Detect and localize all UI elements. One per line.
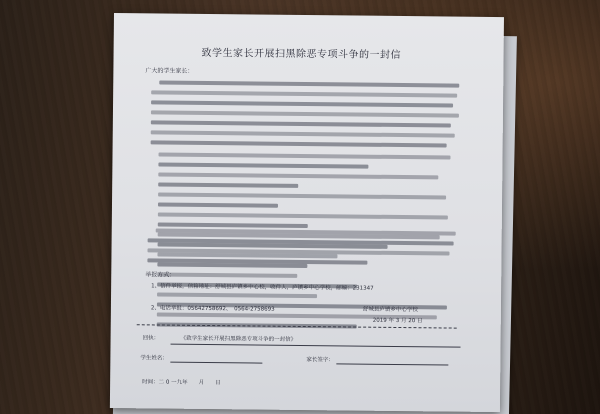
intro-paragraph xyxy=(151,77,461,80)
letter-title: 致学生家长开展扫黑除恶专项斗争的一封信 xyxy=(201,47,402,62)
parent-sign-line xyxy=(336,363,448,365)
receipt-label: 回执： xyxy=(142,335,160,342)
receipt-text: 《致学生家长开展扫黑除恶专项斗争的一封信》 xyxy=(180,335,297,343)
list-items xyxy=(159,149,459,152)
report-item-1: 1、信件举报，信箱地址：舒城县庐镇乡中心校，收件人，庐镇乡中心学校，邮编：231347 xyxy=(151,283,374,292)
signature-org: 舒城县庐镇乡中心学校 xyxy=(362,306,418,314)
signature-date: 2019 年 3 月 20 日 xyxy=(372,317,423,325)
student-name-line xyxy=(170,362,262,364)
parent-sign-label: 家长签字： xyxy=(306,357,334,364)
report-heading: 举报方式： xyxy=(145,271,176,279)
receipt-underline xyxy=(171,344,461,348)
closing-paragraph-2 xyxy=(148,228,460,231)
letter-sheet xyxy=(110,13,504,412)
student-name-label: 学生姓名： xyxy=(140,355,168,362)
letter-greeting: 广大的学生家长： xyxy=(145,67,194,75)
report-item-2: 2、电话举报：05642758692、 0564-2758693 xyxy=(150,305,275,313)
time-label: 时间：二 0 一九年 月 日 xyxy=(142,379,221,387)
